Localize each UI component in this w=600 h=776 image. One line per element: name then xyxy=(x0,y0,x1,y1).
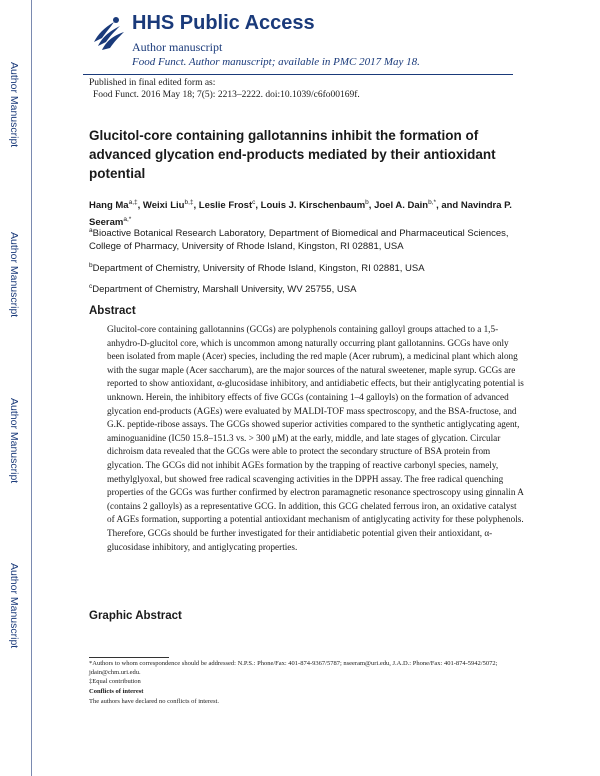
author-name: Navindra P. Seeram xyxy=(89,200,512,229)
footnote-equal: ‡Equal contribution xyxy=(89,678,141,685)
author-affiliation-marker: b xyxy=(365,199,369,206)
author-affiliation-marker: b,‡ xyxy=(184,199,194,206)
publication-line-2: Food Funct. 2016 May 18; 7(5): 2213–2222. doi:10.1039/c6fo00169f. xyxy=(93,90,360,100)
affiliation-a: $^a$Bioactive Botanical Research Laboratory, Department of Biomedical and Pharmaceutical Sciences, College of Pharmacy, University of Rhode Island, Kingston, RI 02881, USA xyxy=(89,227,509,253)
side-label-4: Author Manuscript xyxy=(8,563,20,649)
affiliation-c: $^c$Department of Chemistry, Marshall University, WV 25755, USA xyxy=(89,283,357,296)
margin-rule xyxy=(31,0,32,776)
author-name: Joel A. Dain xyxy=(374,200,429,212)
publication-line-1: Published in final edited form as: xyxy=(89,78,216,88)
coi-heading: Conflicts of interest xyxy=(89,688,144,695)
paper-title: Glucitol-core containing gallotannins inhibit the formation of advanced glycation end-products mediated by their antioxidant potential xyxy=(89,128,496,181)
graphic-abstract-heading: Graphic Abstract xyxy=(89,610,182,622)
side-label-1: Author Manuscript xyxy=(8,62,20,148)
author-affiliation-marker: a,* xyxy=(123,216,132,224)
abstract-text: Glucitol-core containing gallotannins (GCGs) are polyphenols containing galloyl groups attached to a 1,5-anhydro-D-glucitol core, which is uncommon among naturally occurring plant gallotannins. GCGs have only been isolated from maple (Acer) species, including the red maple (Acer rubrum), a medicinal plant which along with the sugar maple (Acer saccharum), are the major sources of the natural sweetener, maple syrup. GCGs are reported to show antioxidant, α-glucosidase inhibitory, and antidiabetic effects, but their antiglycating potential is unknown. Herein, the inhibitory effects of five GCGs (containing 1–4 galloyls) on the formation of advanced glycation end-products (AGEs) were evaluated by MALDI-TOF mass spectroscopy, and the BSA-fructose, and G.K. peptide-ribose assays. The GCGs showed superior activities compared to the synthetic antiglycating agent, aminoguanidine (IC50 15.8–151.3 vs. > 300 μM) at the early, middle, and late stages of glycation. Circular dichroism data revealed that the GCGs were able to protect the secondary structure of BSA protein from glycation. The GCGs did not inhibit AGEs formation by the trapping of reactive carbonyl species, namely, methylglyoxal, but showed free radical scavenging activities in the DPPH assay. The free radical quenching properties of the GCGs was further confirmed by electron paramagnetic resonance spectroscopy using ginnalin A (contains 2 galloyls) as a representative GCG. In addition, this GCG chelated ferrous iron, an oxidative catalyst of AGEs formation, supporting a potential antioxidant mechanism of antiglycating activity for these polyphenols. Therefore, GCGs should be further investigated for their antidiabetic potential given their antioxidant, α-glucosidase inhibitory, and antiglycating properties. xyxy=(107,324,524,552)
author-affiliation-marker: b,* xyxy=(428,199,437,206)
journal-availability: Food Funct. Author manuscript; available in PMC 2017 May 18. xyxy=(132,56,420,68)
coi-text: The authors have declared no conflicts of interest. xyxy=(89,698,219,705)
hhs-title: HHS Public Access xyxy=(132,12,315,34)
author-name: Hang Ma xyxy=(89,200,129,212)
author-name: Leslie Frost xyxy=(198,200,253,212)
publication-info xyxy=(89,77,360,101)
side-label-2: Author Manuscript xyxy=(8,232,20,318)
header-rule xyxy=(83,74,513,75)
abstract-heading: Abstract xyxy=(89,305,136,317)
author-manuscript-label: Author manuscript xyxy=(132,40,223,54)
author-affiliation-marker: a,‡ xyxy=(128,199,138,206)
author-affiliation-marker: c xyxy=(252,199,256,206)
affiliation-b: $^b$Department of Chemistry, University of Rhode Island, Kingston, RI 02881, USA xyxy=(89,262,425,275)
author-list: Hang $Ma^{a,\ddagger}$, Weixi Liu$^{b,\ddagger}$, Leslie Frost$^c$, Louis J. Kirschenbaum$^b$, Joel A. Dain$^{b,*}$, and Navindra P. Seeram$^{a,*}$ xyxy=(89,199,512,229)
footnote-rule xyxy=(89,657,169,658)
author-name: Weixi Liu xyxy=(142,200,185,212)
author-name: Louis J. Kirschenbaum xyxy=(260,200,366,212)
hhs-eagle-logo-icon xyxy=(88,12,128,52)
footnote-correspondence: *Authors to whom correspondence should be addressed: N.P.S.: Phone/Fax: 401-874-9367/5787; nseeram@uri.edu, J.A.D.: Phone/Fax: 401-874-5942/5072; jdain@chm.uri.edu. xyxy=(89,660,498,676)
side-label-3: Author Manuscript xyxy=(8,398,20,484)
